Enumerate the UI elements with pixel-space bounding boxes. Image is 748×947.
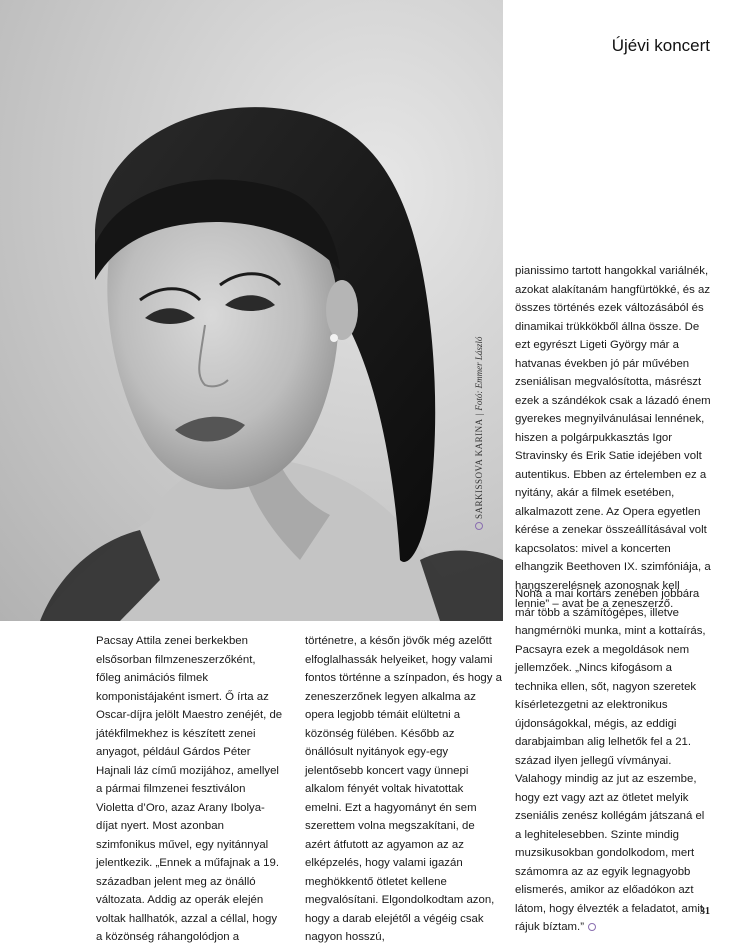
caption-separator: | [474,413,484,416]
photo-caption [472,330,486,530]
portrait-photo [0,0,503,621]
article-column-1 [96,632,283,947]
article-paragraph: pianissimo tartott hangokkal variálnék, azokat alakítanám hangfürtökké, és az összes történés ezek változásából és dinamikai trükkökből állna össze. De ezt egyrészt Ligeti György már a hatvanas években jó pár művében zseniálisan megvalósította, másrészt ezek a szándékok csak a lázadó énem gyerekes megnyilvánulásai lennének, hiszen a polgárpukkasztás Igor Stravinsky és Erik Satie idejében volt autentikus. Ebben az értelemben ez a nyitány, akár a filmek esetében, alkalmazott zene. Az Opera egyetlen kérése a zenekar összeállításával volt kapcsolatos: mivel a koncerten elhangzik Beethoven IX. szimfóniája, a hangszerelésnek azonosnak kell lennie” – avat be a zeneszerző. [515,265,711,610]
article-column-right-top [515,262,713,614]
caption-credit: Fotó: Emmer László [474,336,484,411]
end-of-article-icon [588,923,596,931]
article-paragraph: Pacsay Attila zenei berkekben elsősorban filmzeneszerzőként, főleg animációs filmek komponistájaként ismert. Ő írta az Oscar-díjra jelölt Maestro zenéjét, de játékfilmekhez is készített zenei anyagot, például Gárdos Péter Hajnali láz című mozijához, amellyel a pármai filmzenei fesztiválon Violetta d’Oro, azaz Arany Ibolya-díjat nyert. Most azonban szimfonikus művel, egy nyitánnyal jelentkezik. „Ennek a műfajnak a 19. században jelent meg az önálló változata. Addig az operák elején voltak hallhatók, azzal a céllal, hogy a közönség ráhangolódjon a [96,635,283,943]
article-paragraph [515,585,713,937]
article-column-right-bottom [515,585,713,937]
article-text: Noha a mai kortárs zenében jobbára már több a számítógépes, illetve hangmérnöki munka, mint a kottaírás, Pacsayra ezek a megoldások nem jellemzőek. „Nincs kifogásom a technika ellen, sőt, nagyon szeretek kísérletezgetni az elektronikus újdonságokkal, mégis, az eddigi darabjaimban alig lelhetők fel a 21. század ilyen jellegű vívmányai. Valahogy mindig az jut az eszembe, hogy ezt vagy azt az ötletet melyik zseniális zenész kollégám játszaná el a leghitelesebben. Szinte mindig muzsikusokban gondolkodom, mert számomra az az egyik legnagyobb elismerés, amikor az előadókon azt látom, hogy élvezték a feladatot, amit rájuk bíztam.” [515,588,706,933]
caption-circle-icon [475,522,483,530]
caption-name: SARKISSOVA KARINA [474,418,484,519]
page-number: 31 [700,906,710,917]
portrait-illustration [0,0,503,621]
article-paragraph: történetre, a későn jövők még azelőtt elfoglalhassák helyeiket, hogy valami fontos történne a színpadon, és hogy a zeneszerzőnek legyen alkalma az opera legjobb témáit elültetni a közönség fülében. Később az önállósult nyitányok egy-egy jelentősebb koncert vagy ünnepi alkalom fényét voltak hivatottak emelni. Ezt a hagyományt én sem szerettem volna megszakítani, de azért átfutott az agyamon az az elképzelés, hogy valami igazán meghökkentő ötletet kellene megvalósítani. Elgondolkodtam azon, hogy a darab elejétől a végéig csak nagyon hosszú, [305,635,502,943]
section-title: Újévi koncert [611,36,710,55]
article-column-2 [305,632,502,947]
